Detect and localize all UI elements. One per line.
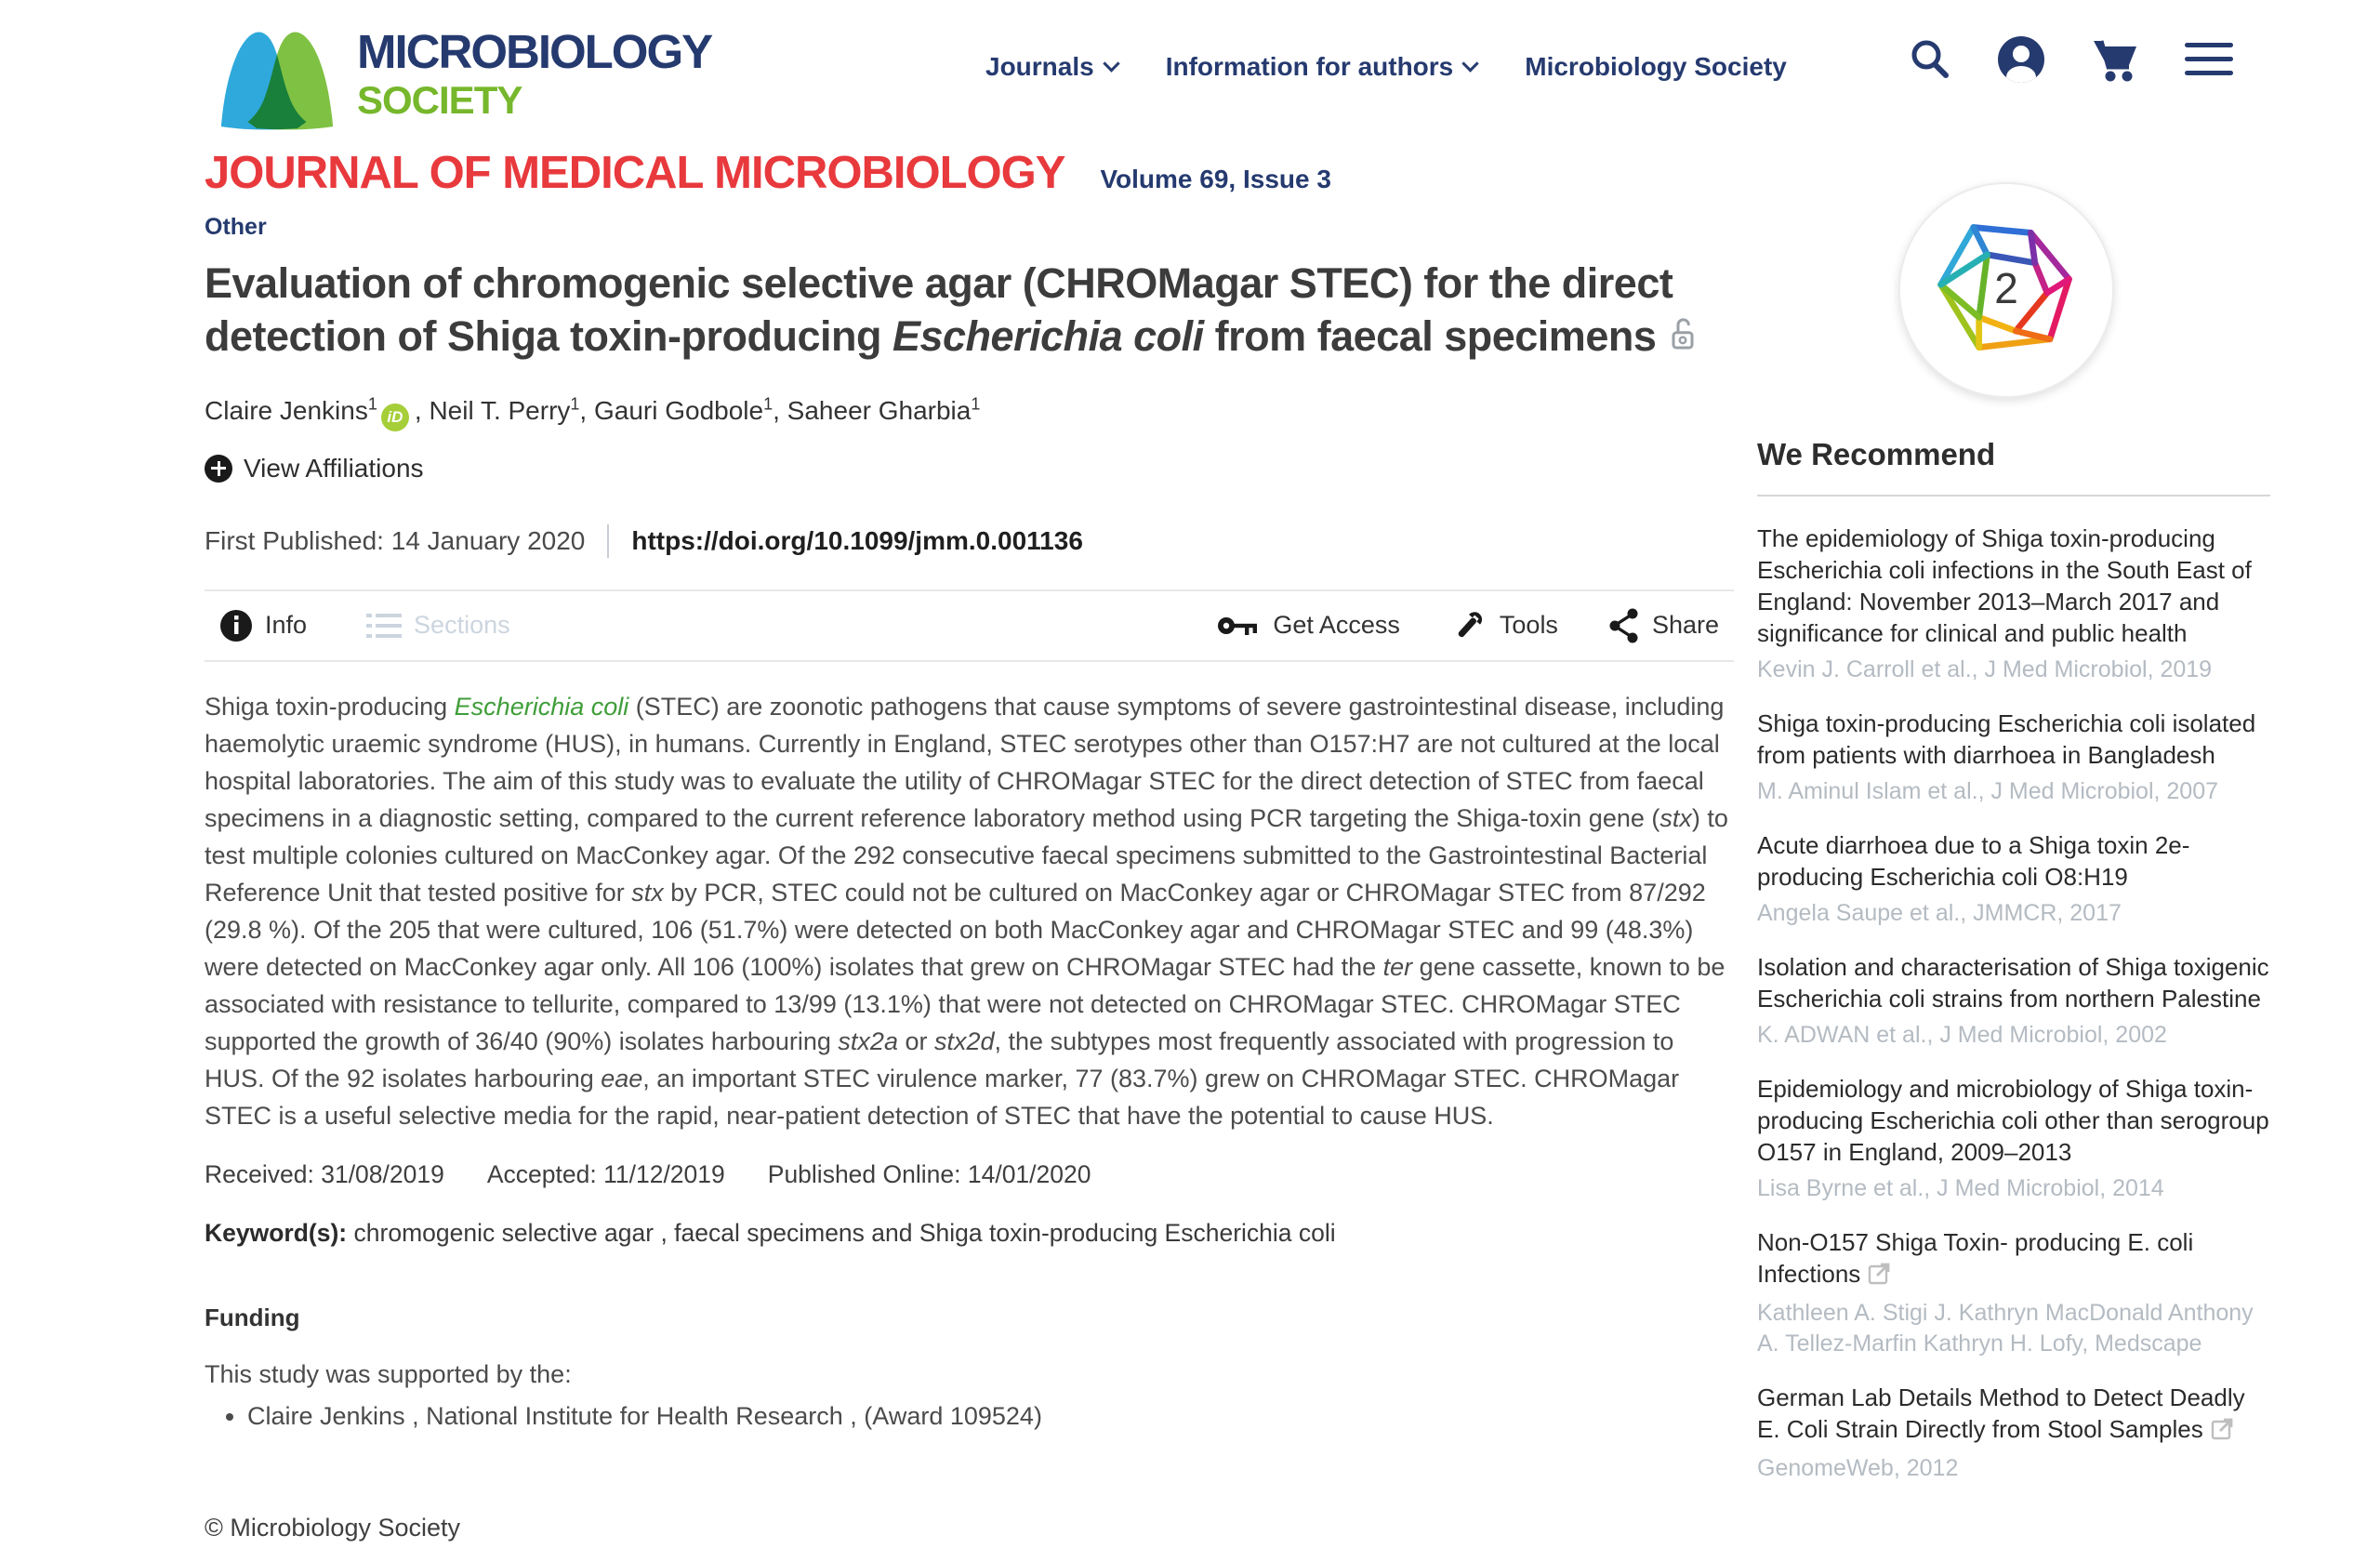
- abstract-text: Shiga toxin-producing Escherichia coli (STEC) are zoonotic pathogens that cause symptoms of severe gastrointestinal disease, including haemolytic uraemic syndrome (HUS), in humans. Currently in England, STEC serotypes other than O157:H7 are not cultured at the local hospital laboratories. The aim of this study was to evaluate the utility of CHROMagar STEC for the direct detection of STEC from faecal specimens in a diagnostic setting, compared to the current reference laboratory method using PCR targeting the Shiga-toxin gene (stx) to test multiple colonies cultured on MacConkey agar. Of the 292 consecutive faecal specimens submitted to the Gastrointestinal Bacterial Reference Unit that tested positive for stx by PCR, STEC could not be cultured on MacConkey agar or CHROMagar STEC from 87/292 (29.8 %). Of the 205 that were cultured, 106 (51.7%) were detected on both MacConkey agar and CHROMagar STEC and 99 (48.3%) were detected on MacConkey agar only. All 106 (100%) isolates that grew on CHROMagar STEC had the ter gene cassette, known to be associated with resistance to tellurite, compared to 13/99 (13.1%) that were not detected on CHROMagar STEC. CHROMagar STEC supported the growth of 36/40 (90%) isolates harbouring stx2a or stx2d, the subtypes most frequently associated with progression to HUS. Of the 92 isolates harbouring eae, an important STEC virulence marker, 77 (83.7%) grew on CHROMagar STEC. CHROMagar STEC is a useful selective media for the rapid, near-patient detection of STEC that have the potential to cause HUS.: [205, 692, 1728, 1130]
- author-name[interactable]: Saheer Gharbia: [787, 395, 972, 425]
- logo-m-icon: [206, 6, 348, 134]
- account-icon[interactable]: [1995, 33, 2047, 86]
- article-title: Evaluation of chromogenic selective agar (CHROMagar STEC) for the direct detection of Shiga toxin-producing Escherichia coli from faecal specimens: [205, 258, 1720, 364]
- header-icons: [1906, 33, 2235, 86]
- sections-list-icon: [366, 612, 402, 640]
- recommend-item: [1757, 829, 2270, 929]
- recommend-title[interactable]: Epidemiology and microbiology of Shiga toxin-producing Escherichia coli other than serogroup O157 in England, 2009–2013: [1757, 1075, 2269, 1166]
- plus-circle-icon: [205, 455, 232, 483]
- author-name[interactable]: Neil T. Perry: [429, 395, 571, 425]
- citation-metric-badge[interactable]: [1898, 182, 2114, 398]
- author: Neil T. Perry$^1$,: [429, 394, 594, 425]
- author-affiliation-number: 1: [971, 394, 981, 414]
- first-published: First Published: 14 January 2020: [205, 525, 586, 555]
- recommend-title[interactable]: Non-O157 Shiga Toxin- producing E. coli Infections: [1757, 1226, 2270, 1292]
- view-affiliations-link[interactable]: View Affiliations: [205, 454, 1734, 483]
- history-date: Received: 31/08/2019: [205, 1159, 444, 1188]
- citation-count: 2: [1994, 263, 2018, 312]
- journal-issue[interactable]: Volume 69, Issue 3: [1100, 165, 1331, 193]
- recommend-meta: Angela Saupe et al., JMMCR, 2017: [1757, 900, 2122, 926]
- publication-info: [205, 524, 1734, 558]
- share-button[interactable]: Share: [1608, 608, 1719, 643]
- open-lock-icon: [1669, 312, 1697, 365]
- funding-intro: This study was supported by the:: [205, 1359, 572, 1388]
- authors-line: [205, 394, 1734, 430]
- journal-title[interactable]: JOURNAL OF MEDICAL MICROBIOLOGY: [205, 148, 1065, 198]
- logo-word-microbiology: MICROBIOLOGY: [357, 25, 712, 78]
- recommend-meta: Lisa Byrne et al., J Med Microbiol, 2014: [1757, 1175, 2164, 1201]
- share-icon: [1608, 608, 1640, 643]
- recommend-title[interactable]: Acute diarrhoea due to a Shiga toxin 2e-producing Escherichia coli O8:H19: [1757, 831, 2190, 891]
- recommend-meta: Kathleen A. Stigi J. Kathryn MacDonald Anthony A. Tellez-Marfin Kathryn H. Lofy, Medscape: [1757, 1300, 2254, 1357]
- search-icon[interactable]: [1906, 35, 1954, 84]
- recommend-item: [1757, 708, 2270, 807]
- external-link-icon: [1868, 1261, 1891, 1292]
- we-recommend-heading: We Recommend: [1757, 437, 1996, 471]
- menu-icon[interactable]: [2183, 39, 2235, 80]
- keywords-label: Keyword(s):: [205, 1218, 348, 1247]
- keywords-text[interactable]: chromogenic selective agar , faecal specimens and Shiga toxin-producing Escherichia coli: [353, 1218, 1336, 1247]
- recommend-title[interactable]: The epidemiology of Shiga toxin-producing Escherichia coli infections in the South East of England: November 2013–March 2017 and significance for clinical and public health: [1757, 524, 2252, 647]
- recommend-list: [1757, 523, 2270, 1484]
- divider: [1757, 495, 2270, 496]
- funding-item: • Claire Jenkins , National Institute for Health Research , (Award 109524): [247, 1402, 1734, 1431]
- funding-heading: Funding: [205, 1303, 300, 1331]
- recommend-meta: Kevin J. Carroll et al., J Med Microbiol, 2019: [1757, 656, 2213, 682]
- nav-item[interactable]: Microbiology Society: [1525, 52, 1787, 81]
- logo-word-society: SOCIETY: [357, 78, 522, 122]
- info-icon: [219, 609, 253, 642]
- tab-info[interactable]: Info: [219, 609, 307, 642]
- author: [787, 396, 981, 425]
- keywords-line: [205, 1219, 1734, 1248]
- copyright: © Microbiology Society: [205, 1514, 460, 1542]
- key-icon: [1216, 610, 1261, 642]
- external-link-icon: [2211, 1416, 2234, 1448]
- author-name[interactable]: Claire Jenkins: [205, 395, 368, 425]
- chevron-down-icon: [1103, 55, 1119, 72]
- article-main: [205, 147, 1734, 1431]
- cart-icon[interactable]: [2088, 33, 2142, 86]
- main-nav: [985, 52, 1787, 82]
- recommend-meta: M. Aminul Islam et al., J Med Microbiol, 2007: [1757, 778, 2219, 804]
- history-date: Published Online: 14/01/2020: [767, 1159, 1091, 1188]
- history-date: Accepted: 11/12/2019: [486, 1159, 725, 1188]
- author: Claire Jenkins$^1$iD ,: [205, 396, 429, 425]
- author: Gauri Godbole$^1$,: [593, 394, 787, 425]
- author-name[interactable]: Gauri Godbole: [593, 395, 764, 425]
- recommend-item: [1757, 1226, 2270, 1359]
- funding-list: [229, 1402, 1734, 1431]
- recommend-title[interactable]: German Lab Details Method to Detect Deadly E. Coli Strain Directly from Stool Samples: [1757, 1382, 2270, 1448]
- recommend-item: [1757, 951, 2270, 1051]
- recommend-meta: K. ADWAN et al., J Med Microbiol, 2002: [1757, 1022, 2167, 1048]
- author-affiliation-number: 1: [570, 394, 580, 414]
- orcid-icon[interactable]: iD: [381, 404, 409, 431]
- article-toolbar: [205, 589, 1734, 662]
- author-affiliation-number: 1: [367, 394, 377, 414]
- journal-header: [205, 147, 1734, 199]
- recommend-item: [1757, 523, 2270, 685]
- recommend-title[interactable]: Isolation and characterisation of Shiga toxigenic Escherichia coli strains from northern Palestine: [1757, 953, 2269, 1013]
- tools-button[interactable]: Tools: [1450, 607, 1558, 644]
- tab-sections[interactable]: Sections: [366, 611, 510, 640]
- sidebar: [1757, 182, 2270, 1506]
- recommend-item: [1757, 1382, 2270, 1484]
- chevron-down-icon: [1462, 55, 1479, 72]
- microbiology-society-logo[interactable]: [206, 6, 711, 134]
- divider: [607, 524, 609, 558]
- author-affiliation-number: 1: [763, 394, 774, 414]
- recommend-item: [1757, 1073, 2270, 1204]
- recommend-title[interactable]: Shiga toxin-producing Escherichia coli isolated from patients with diarrhoea in Bangladesh: [1757, 709, 2256, 769]
- history-dates: [205, 1160, 1734, 1189]
- nav-item[interactable]: Journals: [985, 52, 1117, 82]
- nav-item[interactable]: Information for authors: [1166, 52, 1477, 82]
- recommend-meta: GenomeWeb, 2012: [1757, 1455, 1959, 1481]
- wrench-icon: [1450, 607, 1488, 644]
- get-access-button[interactable]: Get Access: [1216, 610, 1400, 642]
- doi-link[interactable]: https://doi.org/10.1099/jmm.0.001136: [631, 525, 1083, 555]
- article-category: Other: [205, 214, 267, 240]
